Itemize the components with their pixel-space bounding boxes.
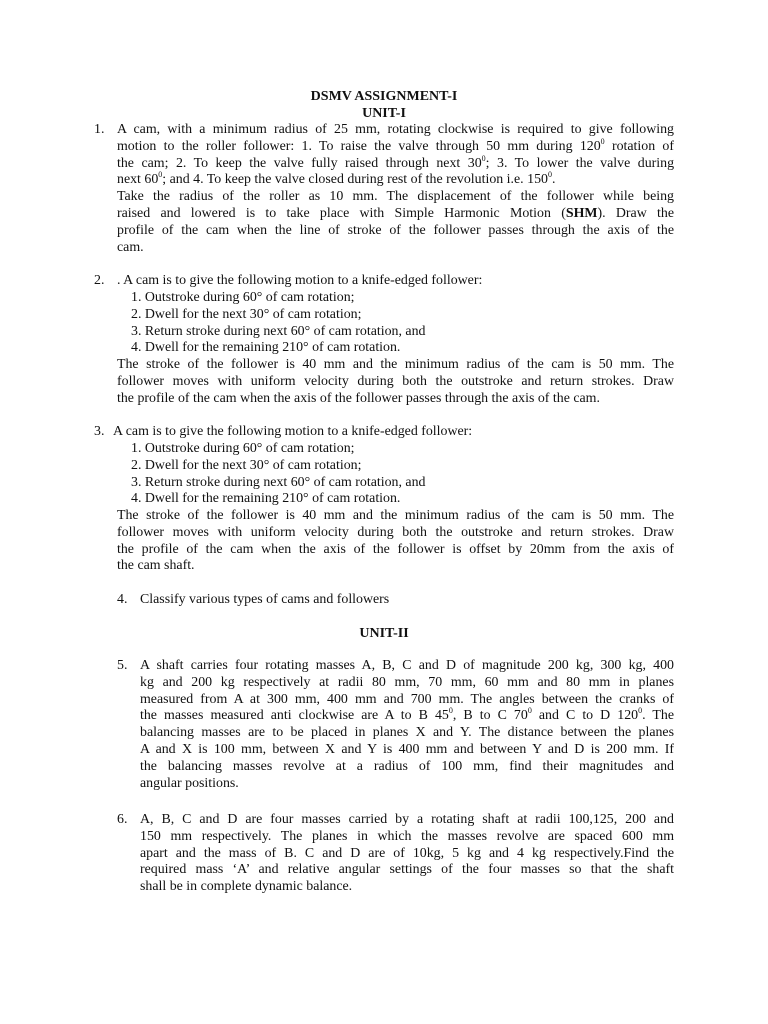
- q2-motion-list: [131, 290, 426, 357]
- list-item: 2. Dwell for the next 30° of cam rotation;: [131, 457, 362, 473]
- q1-line: motion to the roller follower: 1. To raise the valve through 50 mm during $120^0$ rotation of: [117, 136, 674, 154]
- q3-line: The stroke of the follower is 40 mm and the minimum radius of the cam is 50 mm. The: [117, 508, 674, 523]
- document-title: DSMV ASSIGNMENT-I: [310, 89, 458, 104]
- q4-line: Classify various types of cams and followers: [140, 592, 390, 607]
- list-item: 4. Dwell for the remaining 210° of cam rotation.: [131, 491, 401, 507]
- list-item: 1. Outstroke during 60° of cam rotation;: [131, 290, 355, 305]
- q1-text: [117, 122, 674, 256]
- list-item: 1. Outstroke during 60° of cam rotation;: [131, 441, 355, 456]
- unit-1-heading: UNIT-I: [362, 106, 406, 121]
- q5-line: angular positions.: [140, 775, 239, 791]
- q5-line: the masses measured anti clockwise are A to B $45^0$, B to C $70^0$ and C to D $120^0$. The: [140, 706, 674, 724]
- q6-line: A, B, C and D are four masses carried by a rotating shaft at radii 100,125, 200 and: [140, 812, 674, 827]
- q5-text: [140, 658, 674, 792]
- q5-number: 5.: [117, 658, 128, 673]
- q5-line: measured from A at 300 mm, 400 mm and 700 mm. The angles between the cranks of: [140, 691, 674, 707]
- q5-line: kg and 200 kg respectively at radii 80 mm, 70 mm, 60 mm and 80 mm in planes: [140, 674, 674, 690]
- q3-intro-line: A cam is to give the following motion to a knife-edged follower:: [113, 424, 473, 439]
- q6-line: required mass ‘A’ and relative angular settings of the four masses so that the shaft: [140, 862, 674, 878]
- q3-paragraph: [117, 508, 674, 575]
- q5-line: A and X is 100 mm, between X and Y is 400 mm and between Y and D is 200 mm. If: [140, 741, 674, 757]
- q3-line: follower moves with uniform velocity during both the outstroke and return strokes. Draw: [117, 524, 674, 540]
- q2-line: follower moves with uniform velocity during both the outstroke and return strokes. Draw: [117, 373, 674, 389]
- q2-number: 2.: [94, 273, 105, 288]
- q2-intro: [117, 273, 674, 290]
- q2-line: the profile of the cam when the axis of the follower passes through the axis of the cam.: [117, 390, 600, 406]
- q5-line: balancing masses are to be placed in planes X and Y. The distance between the planes: [140, 725, 674, 741]
- q4-number: 4.: [117, 592, 128, 607]
- list-item: 2. Dwell for the next 30° of cam rotation;: [131, 306, 362, 322]
- q2-intro-line: . A cam is to give the following motion to a knife-edged follower:: [117, 273, 483, 288]
- q4-text: [140, 592, 389, 609]
- q5-line: the balancing masses revolve at a radius of 100 mm, find their magnitudes and: [140, 758, 674, 774]
- list-item: 3. Return stroke during next 60° of cam rotation, and: [131, 323, 426, 339]
- q1-line: profile of the cam when the line of stroke of the follower passes through the axis of the: [117, 222, 674, 238]
- q3-line: the profile of the cam when the axis of the follower is offset by 20mm from the axis of: [117, 541, 674, 557]
- q1-line: A cam, with a minimum radius of 25 mm, rotating clockwise is required to give following: [117, 122, 674, 137]
- q6-line: shall be in complete dynamic balance.: [140, 879, 353, 895]
- q1-line: the cam; 2. To keep the valve fully raised through next $30^0$; 3. To lower the valve during: [117, 153, 675, 171]
- list-item: 3. Return stroke during next 60° of cam rotation, and: [131, 474, 426, 490]
- unit-2-heading: UNIT-II: [359, 626, 409, 641]
- q2-line: The stroke of the follower is 40 mm and the minimum radius of the cam is 50 mm. The: [117, 357, 674, 372]
- q3-number: 3.: [94, 424, 105, 439]
- q2-paragraph: [117, 357, 674, 407]
- q6-text: [140, 812, 674, 896]
- q5-line: A shaft carries four rotating masses A, B, C and D of magnitude 200 kg, 300 kg, 400: [140, 658, 674, 673]
- q1-line: Take the radius of the roller as 10 mm. The displacement of the follower while being: [117, 189, 674, 205]
- q1-line: cam.: [117, 239, 144, 255]
- list-item: 4. Dwell for the remaining 210° of cam rotation.: [131, 340, 401, 356]
- q6-line: 150 mm respectively. The planes in which the masses revolve are spaced 600 mm: [140, 828, 674, 844]
- q3-motion-list: [131, 441, 426, 508]
- q1-line: raised and lowered is to take place with Simple Harmonic Motion (SHM). Draw the: [117, 205, 674, 221]
- q1-number: 1.: [94, 122, 105, 137]
- q3-intro: [113, 424, 673, 441]
- q6-number: 6.: [117, 812, 128, 827]
- q6-line: apart and the mass of B. C and D are of 10kg, 5 kg and 4 kg respectively.Find the: [140, 845, 674, 861]
- q3-line: the cam shaft.: [117, 558, 195, 574]
- q1-line: next $60^0$; and 4. To keep the valve closed during rest of the revolution i.e. $150^0$.: [117, 170, 556, 188]
